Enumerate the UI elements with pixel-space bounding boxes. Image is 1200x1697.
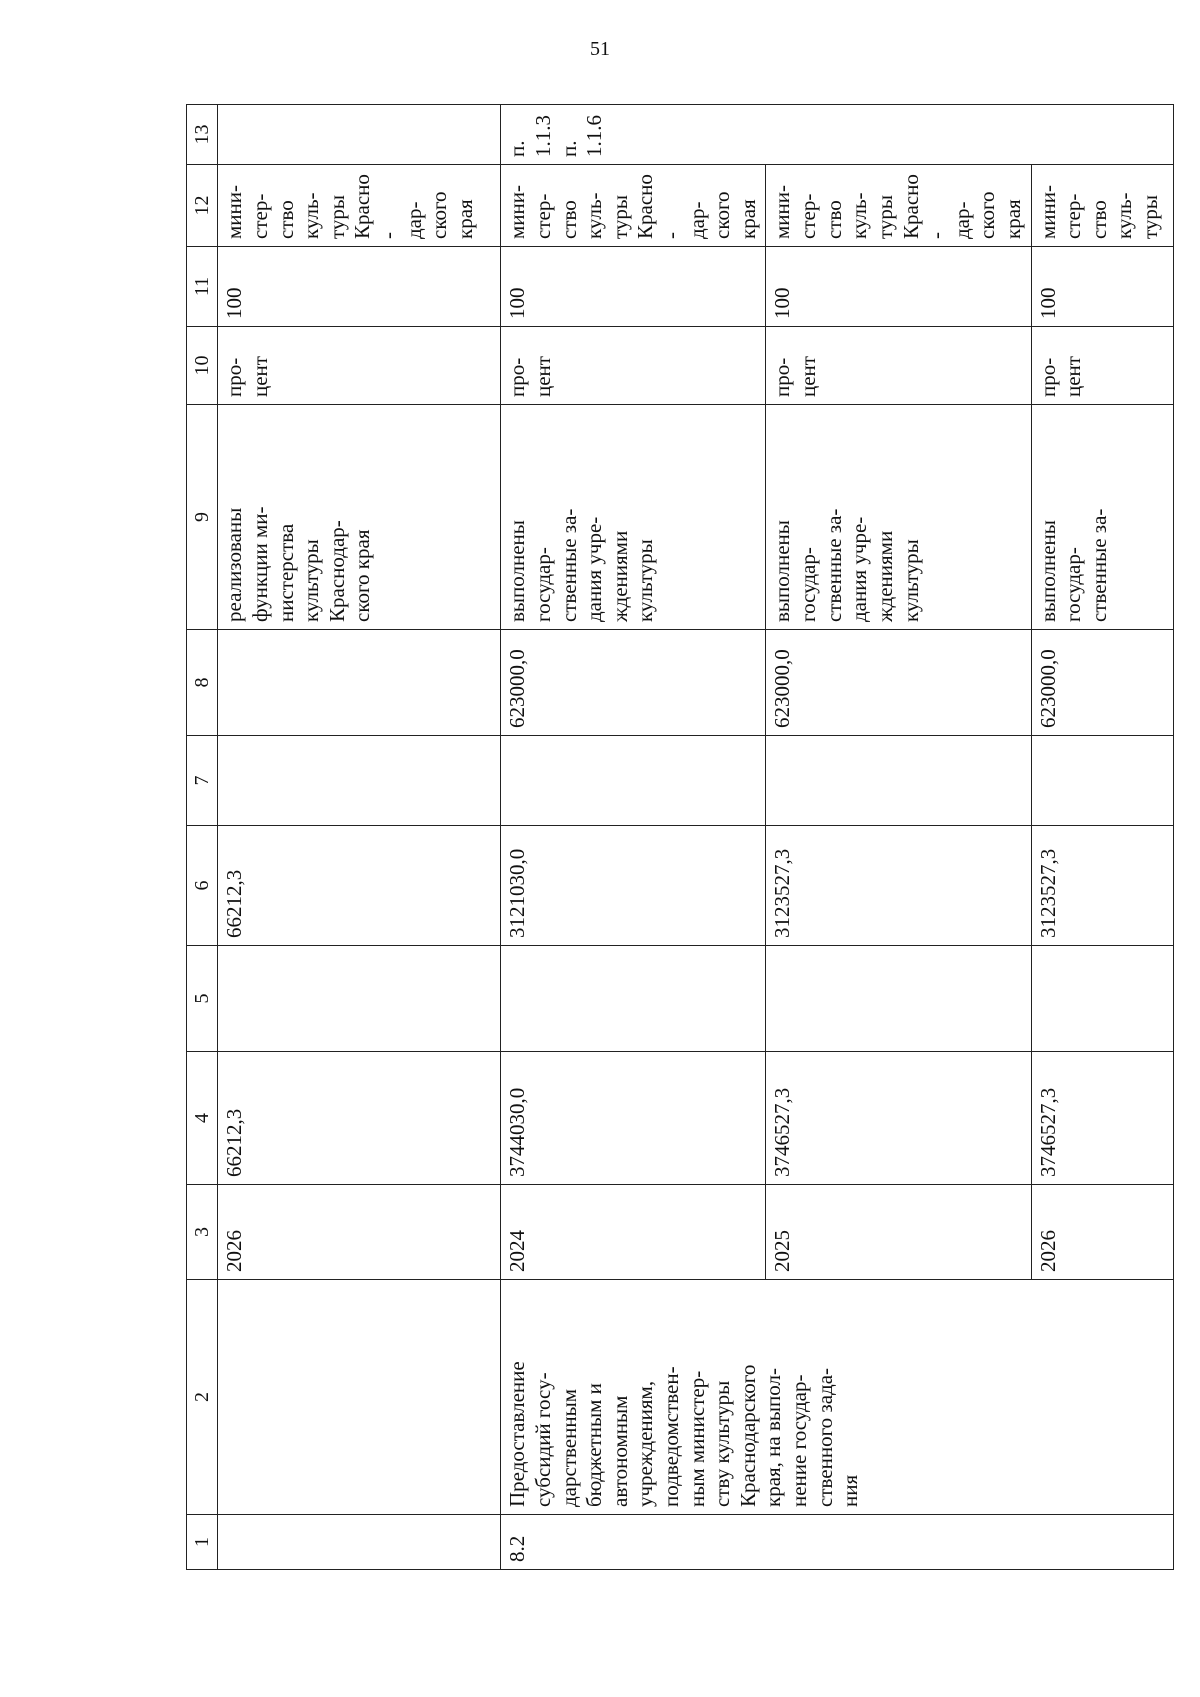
cell-result: выполнены государ- ственные за- дания учре- ждениями культуры bbox=[501, 405, 766, 630]
column-header: 11 bbox=[187, 247, 218, 327]
column-header: 10 bbox=[187, 327, 218, 405]
cell-result: реализованы функции ми- нистерства культуры Краснодар- ского края bbox=[218, 405, 501, 630]
column-header: 6 bbox=[187, 826, 218, 946]
column-header: 13 bbox=[187, 105, 218, 165]
cell-col8: 623000,0 bbox=[766, 630, 1031, 736]
column-header: 9 bbox=[187, 405, 218, 630]
cell-measure-name: Предоставление субсидий госу- дарственным бюджетным и автономным учреждениям, подведомствен- ным министер- ству культуры Краснодарского края, на выпол- нение государ- ственного зада- ния bbox=[501, 1280, 1173, 1515]
column-header: 4 bbox=[187, 1052, 218, 1185]
cell-value: 100 bbox=[1031, 247, 1173, 327]
column-header: 8 bbox=[187, 630, 218, 736]
cell-number: 8.2 bbox=[501, 1515, 1173, 1570]
cell-value: 100 bbox=[501, 247, 766, 327]
cell-unit: про- цент bbox=[766, 327, 1031, 405]
cell-col7 bbox=[218, 736, 501, 826]
column-header: 5 bbox=[187, 946, 218, 1052]
cell-executor: мини- стер- ство куль- туры Красно- дар- ского края bbox=[218, 165, 501, 247]
cell-year: 2025 bbox=[766, 1185, 1031, 1280]
table-row bbox=[218, 105, 501, 1570]
cell-col6: 3123527,3 bbox=[766, 826, 1031, 946]
column-header: 12 bbox=[187, 165, 218, 247]
column-header: 1 bbox=[187, 1515, 218, 1570]
cell-col6: 3121030,0 bbox=[501, 826, 766, 946]
cell-col5 bbox=[501, 946, 766, 1052]
cell-result: выполнены государ- ственные за- дания учре- ждениями культуры bbox=[766, 405, 1031, 630]
cell-result: выполнены государ- ственные за- bbox=[1031, 405, 1173, 630]
column-header: 7 bbox=[187, 736, 218, 826]
cell-total: 3744030,0 bbox=[501, 1052, 766, 1185]
program-table bbox=[186, 104, 1174, 1570]
header-row bbox=[187, 105, 218, 1570]
cell-measure-name bbox=[218, 1280, 501, 1515]
cell-col6: 3123527,3 bbox=[1031, 826, 1173, 946]
table-row bbox=[501, 105, 766, 1570]
cell-value: 100 bbox=[218, 247, 501, 327]
cell-reference bbox=[218, 105, 501, 165]
cell-col6: 66212,3 bbox=[218, 826, 501, 946]
cell-total: 3746527,3 bbox=[766, 1052, 1031, 1185]
table-sheet bbox=[186, 105, 1163, 1570]
cell-executor: мини- стер- ство куль- туры Красно- дар- ского края bbox=[766, 165, 1031, 247]
cell-col7 bbox=[766, 736, 1031, 826]
rotated-table-area bbox=[186, 105, 1163, 1570]
cell-col7 bbox=[501, 736, 766, 826]
cell-col8 bbox=[218, 630, 501, 736]
cell-total: 3746527,3 bbox=[1031, 1052, 1173, 1185]
cell-unit: про- цент bbox=[1031, 327, 1173, 405]
cell-col7 bbox=[1031, 736, 1173, 826]
cell-executor: мини- стер- ство куль- туры bbox=[1031, 165, 1173, 247]
page-number: 51 bbox=[590, 38, 610, 60]
cell-year: 2026 bbox=[218, 1185, 501, 1280]
cell-col5 bbox=[766, 946, 1031, 1052]
cell-col5 bbox=[1031, 946, 1173, 1052]
cell-unit: про- цент bbox=[501, 327, 766, 405]
cell-number bbox=[218, 1515, 501, 1570]
cell-year: 2024 bbox=[501, 1185, 766, 1280]
cell-value: 100 bbox=[766, 247, 1031, 327]
column-header: 3 bbox=[187, 1185, 218, 1280]
cell-unit: про- цент bbox=[218, 327, 501, 405]
cell-col8: 623000,0 bbox=[501, 630, 766, 736]
cell-executor: мини- стер- ство куль- туры Красно- дар- ского края bbox=[501, 165, 766, 247]
cell-col5 bbox=[218, 946, 501, 1052]
cell-total: 66212,3 bbox=[218, 1052, 501, 1185]
column-header: 2 bbox=[187, 1280, 218, 1515]
cell-col8: 623000,0 bbox=[1031, 630, 1173, 736]
cell-year: 2026 bbox=[1031, 1185, 1173, 1280]
cell-reference: п. 1.1.3 п. 1.1.6 bbox=[501, 105, 1173, 165]
